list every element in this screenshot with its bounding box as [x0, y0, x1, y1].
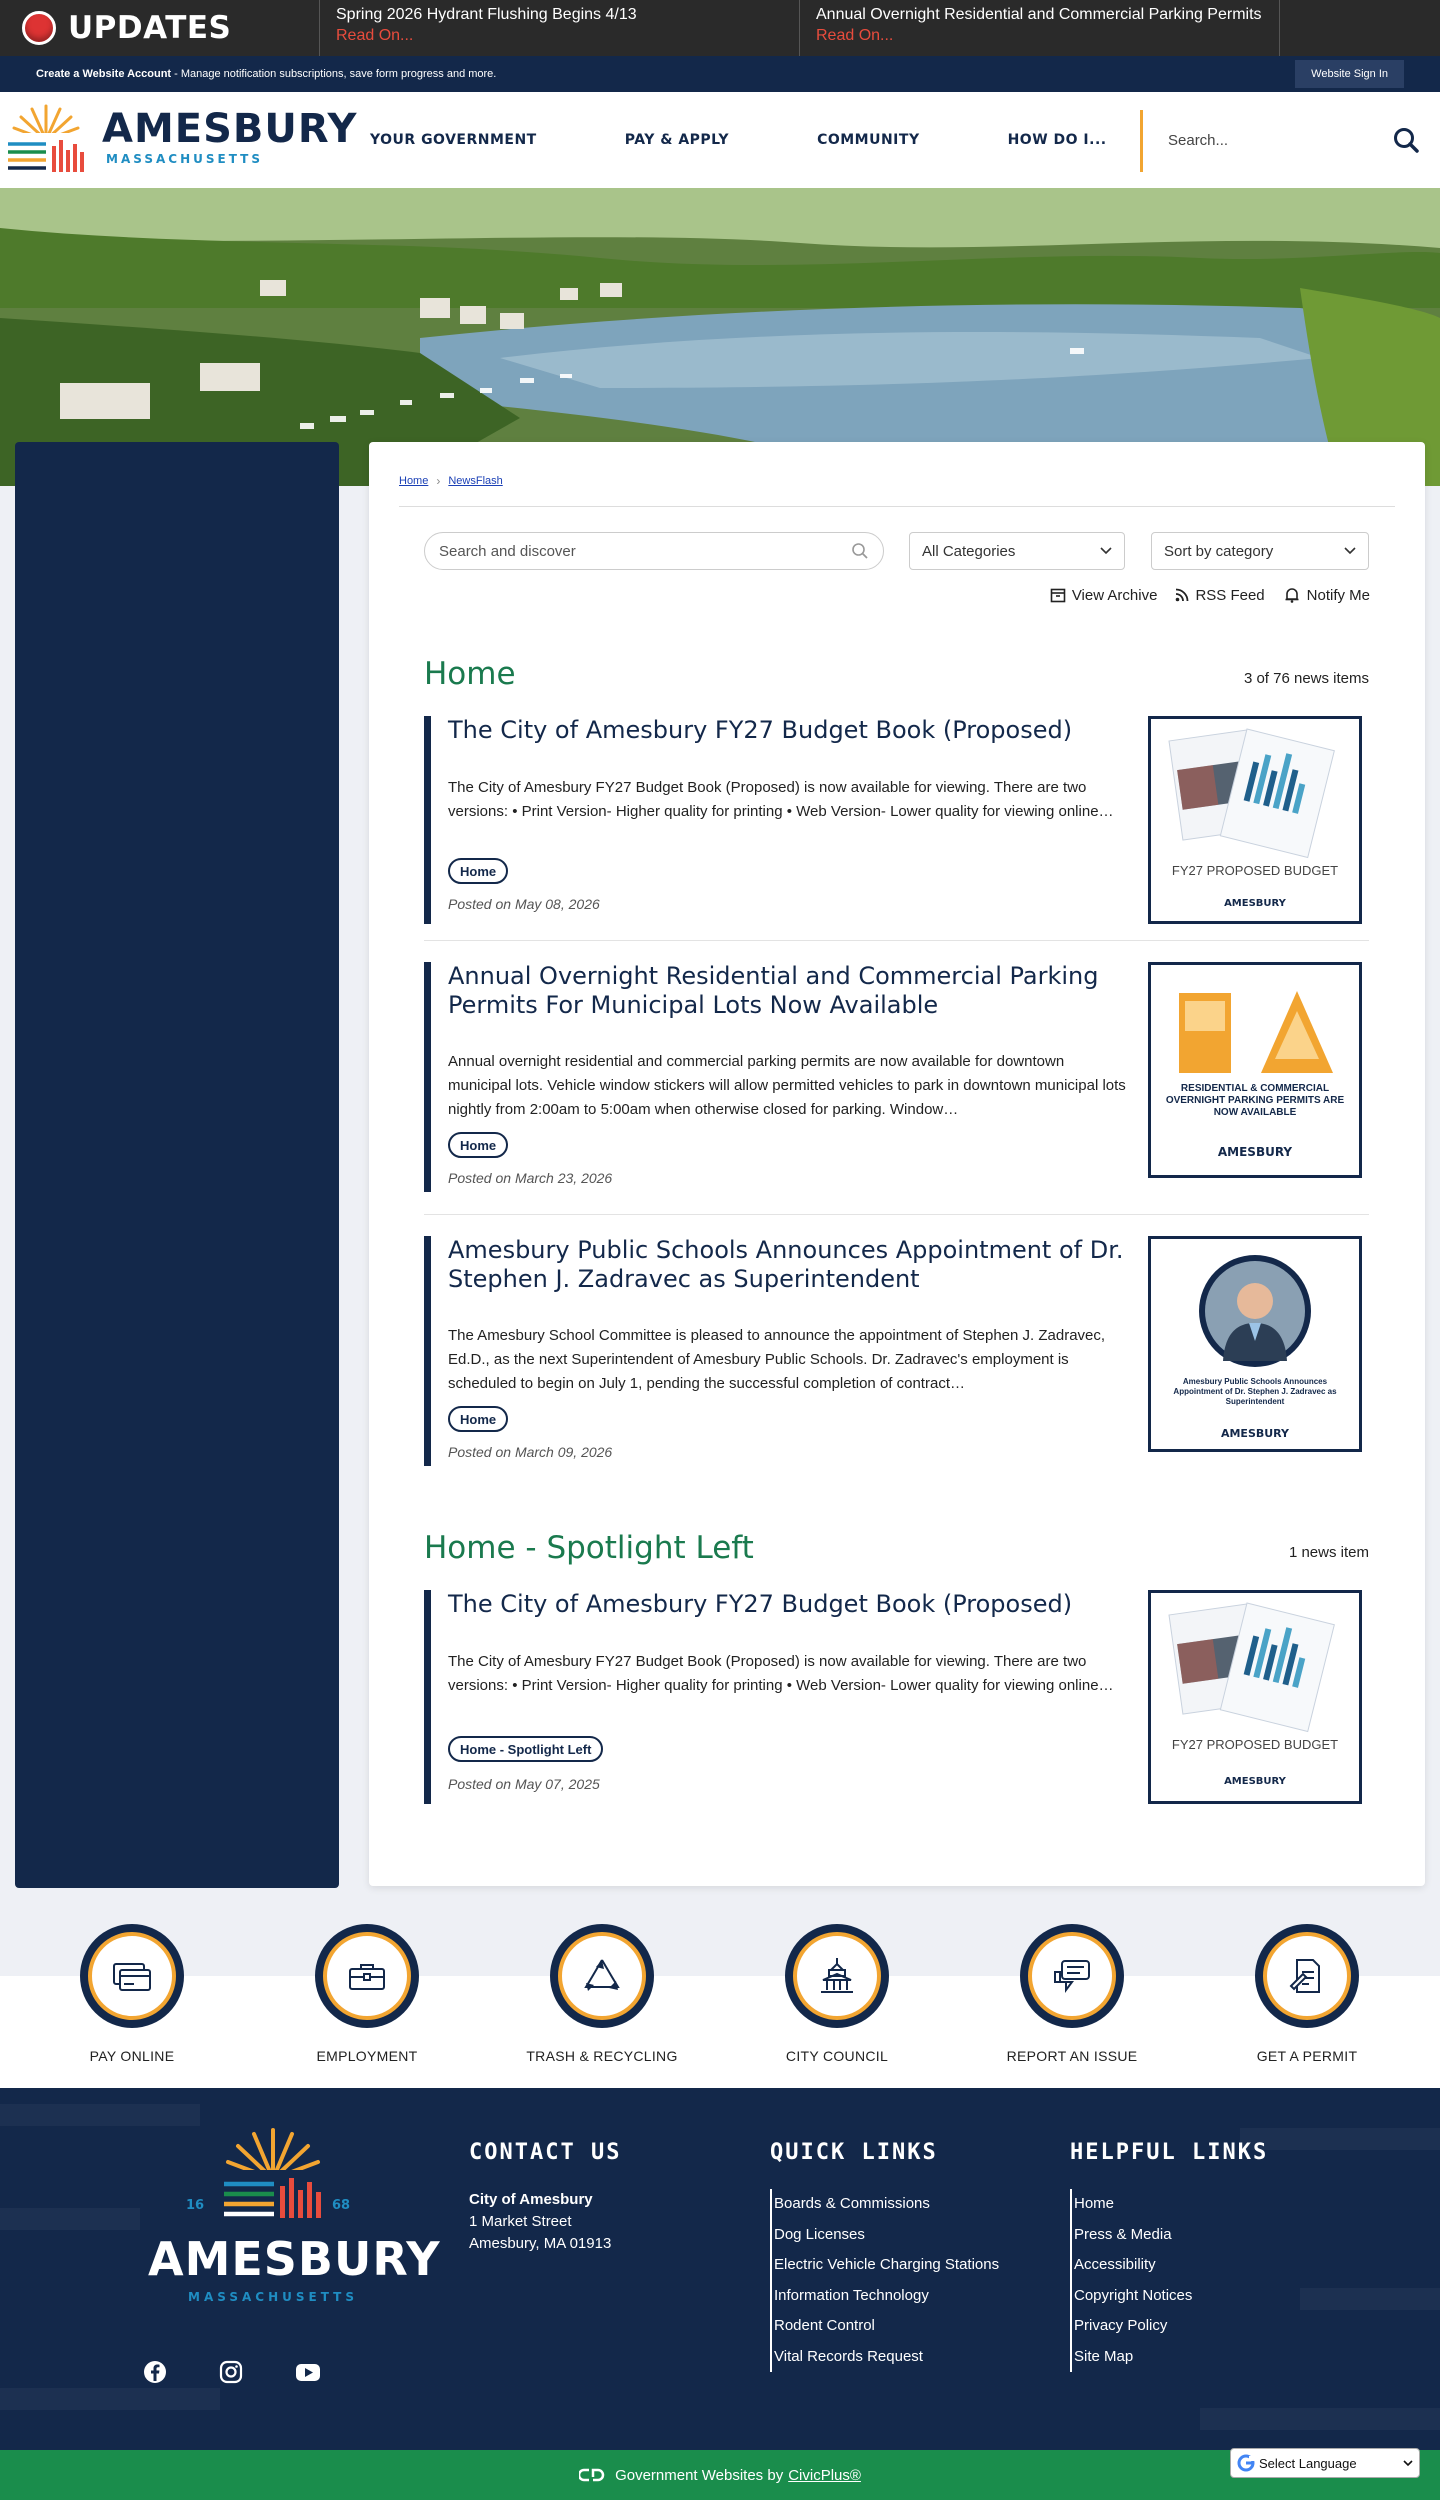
footer-link[interactable]: Press & Media	[1074, 2225, 1172, 2243]
site-header	[0, 92, 1440, 188]
site-search[interactable]	[1168, 122, 1420, 158]
sidebar-panel	[15, 442, 339, 1888]
news-search-input[interactable]	[424, 532, 884, 570]
nav-divider	[1140, 110, 1143, 172]
nav-your-government[interactable]: YOUR GOVERNMENT	[370, 132, 537, 148]
main-nav	[370, 92, 1195, 188]
news-accent-bar	[424, 716, 431, 924]
search-icon[interactable]	[1392, 126, 1420, 154]
news-thumbnail[interactable]	[1148, 962, 1362, 1178]
chevron-down-icon	[1403, 2460, 1413, 2467]
news-item	[424, 716, 1369, 924]
footer-link[interactable]: Vital Records Request	[774, 2347, 923, 2365]
recycle-icon	[582, 1957, 622, 1995]
footer-link[interactable]: Electric Vehicle Charging Stations	[774, 2256, 1000, 2273]
quick-link-label: PAY ONLINE	[89, 2048, 175, 2064]
website-sign-in-button[interactable]: Website Sign In	[1295, 60, 1404, 88]
alert-title[interactable]: Annual Overnight Residential and Commercial Parking Permits	[816, 6, 1262, 23]
thumbnail-logo: AMESBURY	[1224, 898, 1286, 909]
chevron-down-icon	[1100, 547, 1112, 555]
category-select[interactable]	[909, 532, 1125, 570]
footer-year-right: 68	[332, 2198, 351, 2213]
language-select[interactable]	[1230, 2448, 1420, 2478]
footer-link[interactable]: Site Map	[1074, 2347, 1134, 2365]
sunburst-logo-icon	[218, 2124, 328, 2224]
news-date: Posted on May 07, 2025	[448, 1776, 600, 1792]
quick-link-city-council[interactable]	[737, 1924, 937, 2064]
footer-link[interactable]: Information Technology	[774, 2286, 929, 2304]
instagram-icon[interactable]	[219, 2360, 243, 2389]
credit-bar	[0, 2450, 1440, 2500]
news-title-link[interactable]: Amesbury Public Schools Announces Appointment of Dr. Stephen J. Zadravec as Superintendent	[448, 1236, 1124, 1293]
quick-link-pay-online[interactable]	[32, 1924, 232, 2064]
sort-select-value: Sort by category	[1164, 542, 1274, 560]
news-thumbnail[interactable]	[1148, 716, 1362, 924]
account-text: - Manage notification subscriptions, save form progress and more.	[171, 68, 497, 80]
breadcrumb	[399, 474, 503, 488]
thumbnail-logo: AMESBURY	[1217, 1145, 1293, 1159]
footer-link[interactable]: Dog Licenses	[774, 2225, 865, 2243]
contact-name: City of Amesbury	[469, 2191, 593, 2208]
breadcrumb-home-link[interactable]: Home	[399, 475, 429, 487]
alert-read-on-link[interactable]: Read On...	[336, 27, 414, 44]
news-accent-bar	[424, 1590, 431, 1804]
section-count: 3 of 76 news items	[1243, 670, 1369, 687]
news-thumbnail[interactable]	[1148, 1590, 1362, 1804]
alert-read-on-link[interactable]: Read On...	[816, 27, 894, 44]
account-message	[36, 68, 496, 80]
credit-card-icon	[112, 1960, 152, 1992]
civicplus-link[interactable]: CivicPlus®	[788, 2466, 861, 2484]
news-item	[424, 962, 1369, 1192]
footer-link[interactable]: Copyright Notices	[1074, 2286, 1193, 2304]
footer-link[interactable]: Home	[1074, 2195, 1115, 2212]
civicplus-icon	[579, 2468, 605, 2482]
news-title-link[interactable]: The City of Amesbury FY27 Budget Book (Proposed)	[448, 716, 1073, 744]
account-bar	[0, 56, 1440, 92]
section-title: Home	[424, 656, 516, 692]
create-account-link[interactable]: Create a Website Account	[36, 68, 172, 80]
updates-label[interactable]	[0, 0, 320, 56]
budget-book-image	[1151, 1593, 1359, 1733]
thumbnail-caption: FY27 PROPOSED BUDGET	[1171, 1737, 1339, 1752]
language-select-value: Select Language	[1259, 2455, 1357, 2471]
news-title-link[interactable]: Annual Overnight Residential and Commercial Parking Permits For Municipal Lots Now Available	[448, 962, 1099, 1019]
news-category-tag[interactable]: Home - Spotlight Left	[448, 1736, 603, 1762]
news-date: Posted on March 23, 2026	[448, 1170, 613, 1186]
briefcase-icon	[347, 1960, 387, 1992]
facebook-icon[interactable]	[143, 2360, 167, 2389]
view-archive-label: View Archive	[1071, 586, 1158, 604]
quick-link-trash-recycling[interactable]	[502, 1924, 702, 2064]
footer-contact-title: CONTACT US	[469, 2140, 622, 2165]
footer-quick-links-title: QUICK LINKS	[770, 2140, 938, 2165]
quick-link-label: EMPLOYMENT	[316, 2048, 418, 2064]
section-title: Home - Spotlight Left	[424, 1530, 754, 1566]
news-category-tag[interactable]: Home	[448, 858, 508, 884]
budget-book-image	[1151, 719, 1359, 859]
alert-bar	[0, 0, 1440, 56]
thumbnail-caption: FY27 PROPOSED BUDGET	[1171, 863, 1339, 878]
footer-link[interactable]: Rodent Control	[774, 2317, 875, 2334]
news-accent-bar	[424, 1236, 431, 1466]
rss-feed-link[interactable]	[1175, 587, 1264, 604]
divider	[399, 506, 1395, 507]
site-search-input[interactable]: Search...	[1168, 131, 1229, 149]
nav-how-do-i[interactable]: HOW DO I...	[1007, 132, 1107, 148]
footer-quick-links	[770, 2140, 999, 2372]
site-logo[interactable]	[6, 100, 358, 180]
quick-link-label: GET A PERMIT	[1256, 2048, 1358, 2064]
nav-pay-apply[interactable]: PAY & APPLY	[624, 132, 730, 148]
quick-link-report-issue[interactable]	[972, 1924, 1172, 2064]
news-item	[424, 1590, 1369, 1804]
news-summary: The City of Amesbury FY27 Budget Book (Proposed) is now available for viewing. There are two versions: • Print Version- Higher quality for printing • Web Version- Lower quality for viewing online…	[448, 1653, 1114, 1694]
notify-me-label: Notify Me	[1306, 586, 1370, 604]
search-icon[interactable]	[851, 542, 869, 560]
chat-icon	[1052, 1958, 1092, 1994]
news-summary: Annual overnight residential and commercial parking permits are now available for downtown municipal lots. Vehicle window stickers will allow permitted vehicles to park in downtown municipal lots nightly from 2:00am to 5:00am when otherwise closed for parking. Window…	[448, 1053, 1126, 1118]
alert-icon	[22, 11, 56, 45]
news-title-link[interactable]: The City of Amesbury FY27 Budget Book (Proposed)	[448, 1590, 1073, 1618]
footer-contact	[469, 2140, 621, 2255]
news-tools	[1032, 586, 1370, 604]
news-search-placeholder[interactable]: Search and discover	[439, 542, 576, 560]
building-icon	[817, 1956, 857, 1996]
section-count: 1 news item	[1288, 1544, 1369, 1561]
contact-street: 1 Market Street	[469, 2213, 572, 2230]
rss-icon	[1175, 588, 1189, 602]
view-archive-link[interactable]	[1050, 587, 1158, 604]
youtube-icon[interactable]	[295, 2360, 321, 2389]
sunburst-logo-icon	[6, 100, 92, 180]
archive-icon	[1050, 587, 1066, 603]
rss-feed-label: RSS Feed	[1195, 586, 1265, 604]
quick-link-label: TRASH & RECYCLING	[526, 2048, 678, 2064]
news-summary: The Amesbury School Committee is pleased to announce the appointment of Stephen J. Zadravec, Ed.D., as the next Superintendent of Amesbury Public Schools. Dr. Zadravec's employment is scheduled to begin on July 1, pending the successful completion of contract…	[448, 1327, 1106, 1392]
news-category-tag[interactable]: Home	[448, 1406, 508, 1432]
footer-link[interactable]: Privacy Policy	[1074, 2317, 1168, 2334]
portrait-icon	[1205, 1261, 1305, 1361]
footer-link[interactable]: Accessibility	[1074, 2256, 1156, 2273]
logo-name: AMESBURY	[102, 106, 358, 152]
footer-helpful-links-title: HELPFUL LINKS	[1070, 2140, 1269, 2165]
thumbnail-logo: AMESBURY	[1220, 1427, 1290, 1440]
thumbnail-caption: Amesbury Public Schools Announces Appointment of Dr. Stephen J. Zadravec as Superintendent	[1173, 1377, 1337, 1406]
news-item	[424, 1236, 1369, 1466]
news-date: Posted on March 09, 2026	[448, 1444, 613, 1460]
quick-link-label: CITY COUNCIL	[785, 2048, 889, 2064]
footer-year-left: 16	[186, 2198, 205, 2213]
footer-link[interactable]: Boards & Commissions	[774, 2195, 930, 2212]
category-select-value: All Categories	[922, 542, 1016, 560]
news-accent-bar	[424, 962, 431, 1192]
nav-community[interactable]: COMMUNITY	[817, 132, 920, 148]
alert-item[interactable]	[800, 0, 1280, 56]
news-summary: The City of Amesbury FY27 Budget Book (Proposed) is now available for viewing. There are two versions: • Print Version- Higher quality for printing • Web Version- Lower quality for viewing online…	[448, 779, 1114, 820]
news-date: Posted on May 08, 2026	[448, 896, 600, 912]
credit-text: Government Websites by	[615, 2466, 784, 2484]
superintendent-photo	[1199, 1255, 1311, 1367]
chevron-down-icon	[1344, 547, 1356, 555]
footer-logo-name: AMESBURY	[148, 2232, 441, 2286]
divider	[424, 1214, 1369, 1215]
notify-me-link[interactable]	[1283, 586, 1370, 604]
alert-title[interactable]: Spring 2026 Hydrant Flushing Begins 4/13	[336, 6, 637, 23]
footer-helpful-links	[1070, 2140, 1268, 2372]
news-thumbnail[interactable]	[1148, 1236, 1362, 1452]
parking-permit-image	[1151, 989, 1359, 1075]
footer-logo[interactable]	[140, 2124, 441, 2314]
quick-link-get-permit[interactable]	[1207, 1924, 1407, 2064]
thumbnail-caption: RESIDENTIAL & COMMERCIAL OVERNIGHT PARKING PERMITS ARE NOW AVAILABLE	[1165, 1083, 1345, 1118]
chevron-right-icon: ›	[436, 474, 441, 488]
contact-city: Amesbury, MA 01913	[469, 2235, 612, 2252]
quick-link-label: REPORT AN ISSUE	[1006, 2048, 1138, 2064]
document-icon	[1287, 1956, 1327, 1996]
google-icon	[1237, 2454, 1255, 2472]
thumbnail-logo: AMESBURY	[1224, 1776, 1286, 1787]
sort-select[interactable]	[1151, 532, 1369, 570]
alert-item[interactable]	[320, 0, 800, 56]
footer-logo-subtitle: MASSACHUSETTS	[188, 2290, 358, 2304]
updates-text: UPDATES	[68, 10, 232, 46]
breadcrumb-newsflash-link[interactable]: NewsFlash	[448, 475, 503, 487]
news-flash-module	[369, 442, 1425, 1886]
logo-subtitle: MASSACHUSETTS	[106, 152, 263, 166]
bell-icon	[1283, 586, 1301, 604]
news-category-tag[interactable]: Home	[448, 1132, 508, 1158]
quick-link-employment[interactable]	[267, 1924, 467, 2064]
divider	[424, 940, 1369, 941]
